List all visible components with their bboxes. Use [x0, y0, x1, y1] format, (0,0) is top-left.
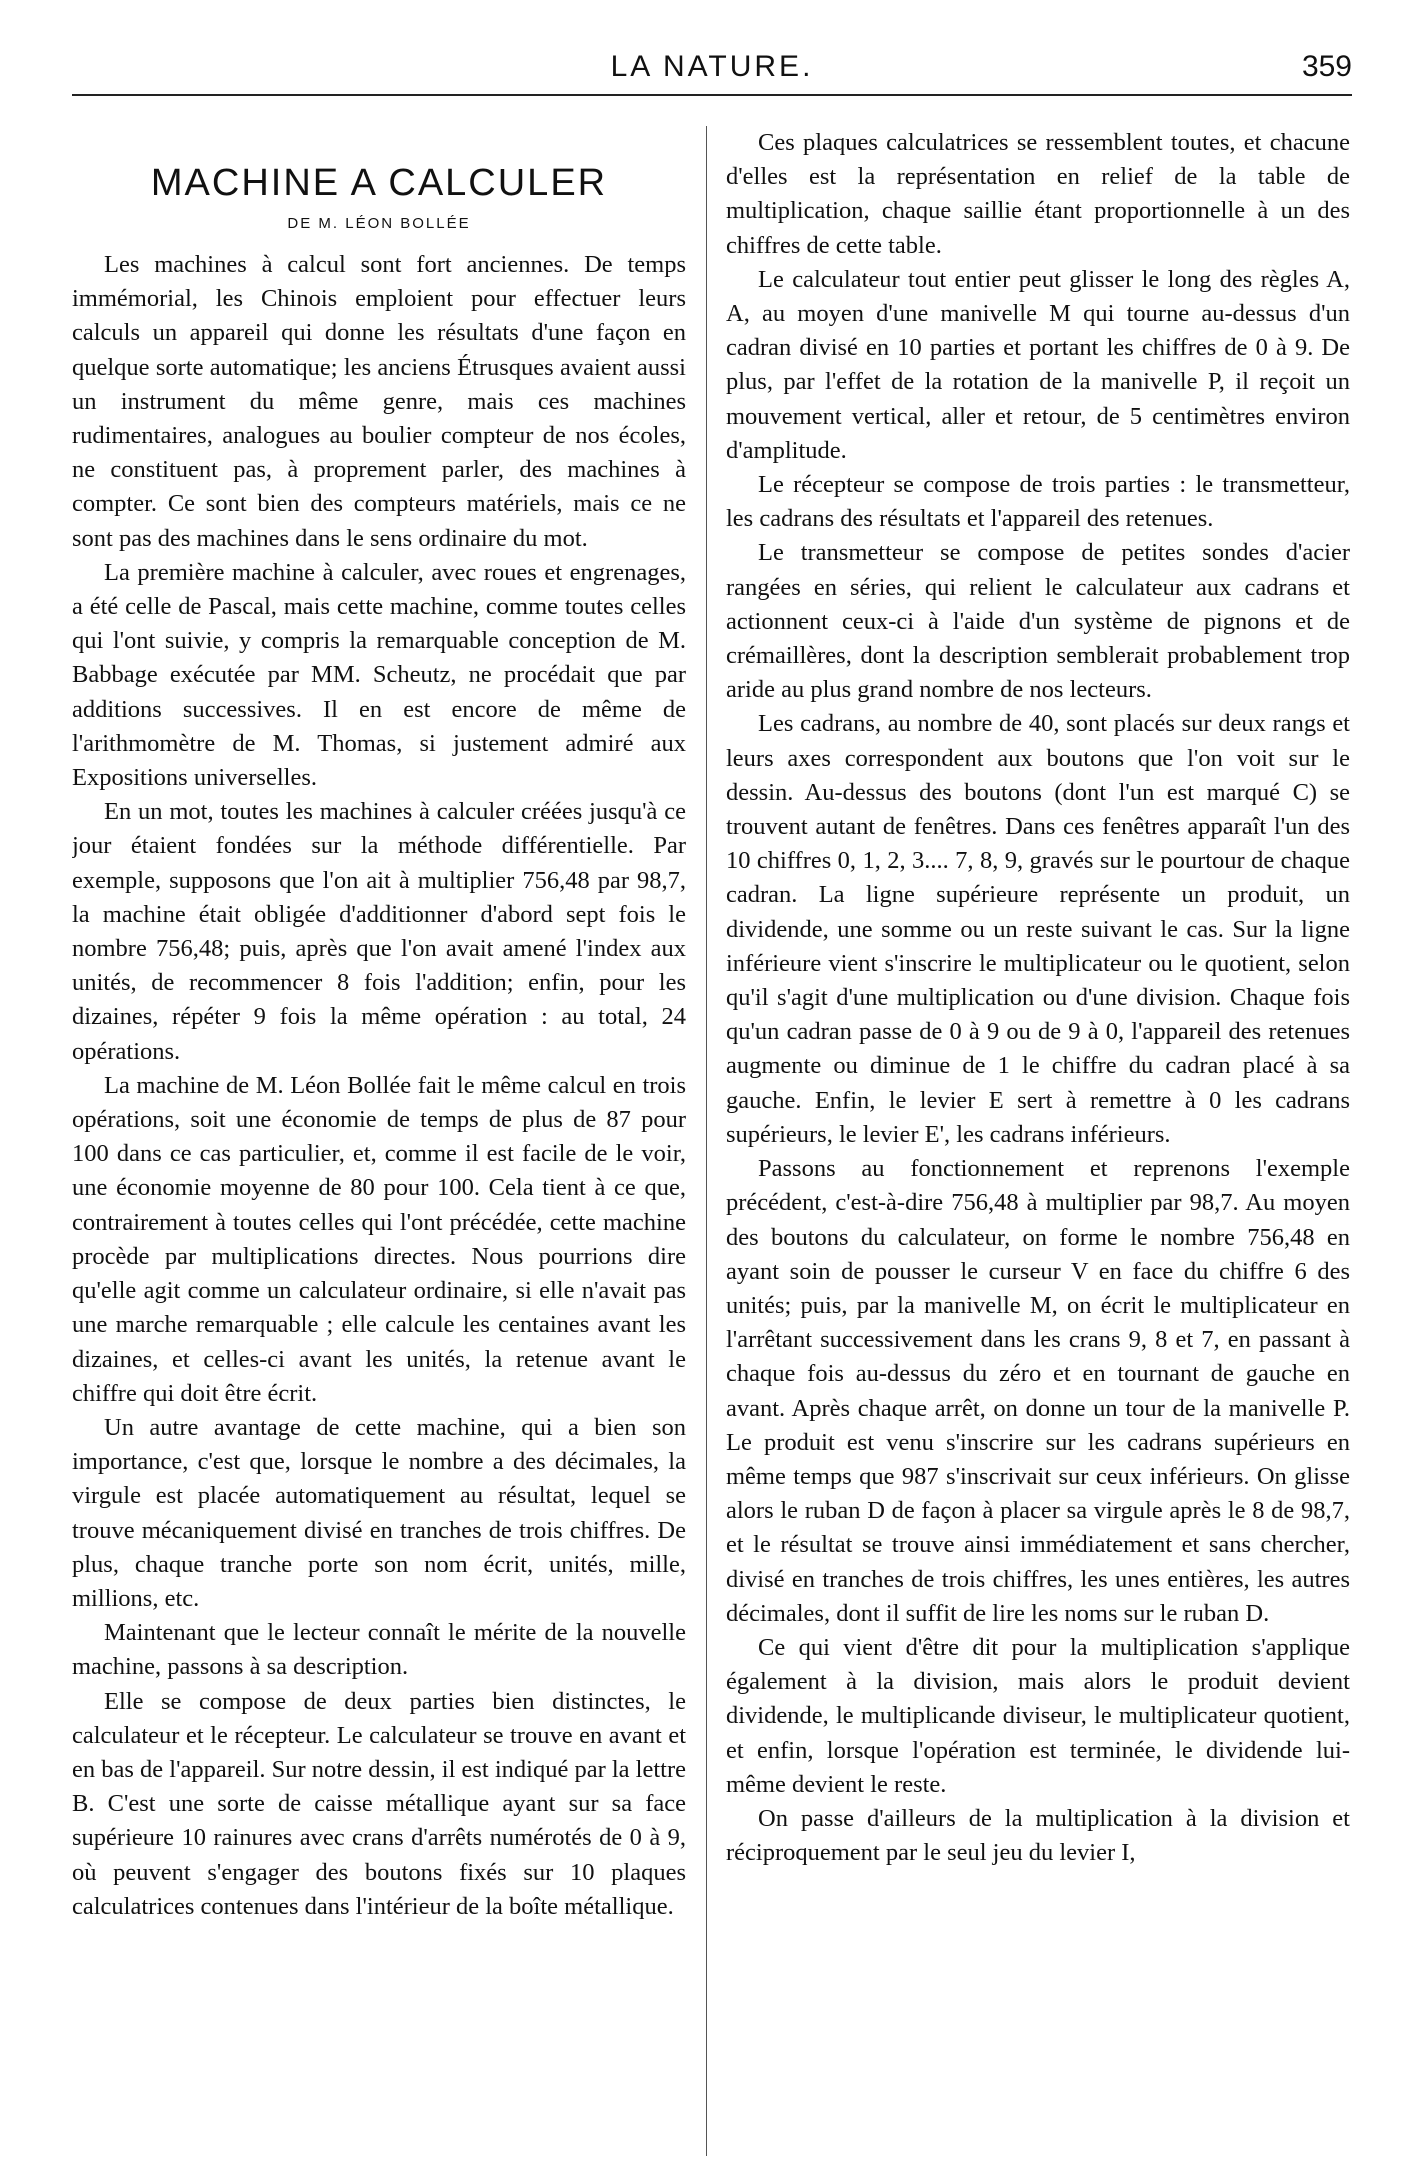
paragraph: Les machines à calcul sont fort anciennes. De temps immémorial, les Chinois emploient pour effectuer leurs calculs un appareil qui donne les résultats d'une façon en quelque sorte automatique; les anciens Étrusques avaient aussi un instrument du même genre, mais ces machines rudimentaires, analogues au boulier compteur de nos écoles, ne constituent pas, à proprement parler, des machines à compter. Ce sont bien des compteurs matériels, mais ce ne sont pas des machines dans le sens ordinaire du mot. [72, 251, 686, 552]
paragraph: Les cadrans, au nombre de 40, sont placés sur deux rangs et leurs axes correspondent aux boutons que l'on voit sur le dessin. Au-dessus des boutons (dont l'un est marqué C) se trouvent autant de fenêtres. Dans ces fenêtres apparaît l'un des 10 chiffres 0, 1, 2, 3.... 7, 8, 9, gravés sur le pourtour de chaque cadran. La ligne supérieure représente un produit, un dividende, une somme ou un reste suivant le cas. Sur la ligne inférieure vient s'inscrire le multiplicateur ou le quotient, selon qu'il s'agit d'une multiplication ou d'une division. Chaque fois qu'un cadran passe de 0 à 9 ou de 9 à 0, l'appareil des retenues augmente ou diminue de 1 le chiffre du cadran placé à sa gauche. Enfin, le levier E sert à remettre à 0 les cadrans supérieurs, le levier E', les cadrans inférieurs. [726, 710, 1350, 1148]
paragraph: On passe d'ailleurs de la multiplication à la division et réciproquement par le seul jeu du levier I, [726, 1804, 1350, 1867]
right-column [726, 126, 1350, 2162]
paragraph: En un mot, toutes les machines à calculer créées jusqu'à ce jour étaient fondées sur la méthode différentielle. Par exemple, supposons que l'on ait à multiplier 756,48 par 98,7, la machine était obligée d'additionner d'abord sept fois le nombre 756,48; puis, après que l'on avait amené l'index aux unités, de recommencer 8 fois l'addition; enfin, pour les dizaines, répéter 9 fois la même opération : au total, 24 opérations. [72, 798, 686, 1065]
left-column [72, 126, 686, 2162]
article-title: MACHINE A CALCULER [150, 162, 608, 204]
paragraph: Passons au fonctionnement et reprenons l'exemple précédent, c'est-à-dire 756,48 à multiplier par 98,7. Au moyen des boutons du calculateur, on forme le nombre 756,48 en ayant soin de pousser le curseur V en face du chiffre 6 des unités; puis, par la manivelle M, on écrit le multiplicateur en l'arrêtant successivement dans les crans 9, 8 et 7, en passant à chaque fois au-dessus du zéro et en tournant de gauche en avant. Après chaque arrêt, on donne un tour de la manivelle P. Le produit est venu s'inscrire sur les cadrans supérieurs en même temps que 987 s'inscrivait sur ceux inférieurs. On glisse alors le ruban D de façon à placer sa virgule après le 8 de 98,7, et le résultat se trouve ainsi immédiatement et sans chercher, divisé en tranches de trois chiffres, les unes entières, les autres décimales, dont il suffit de lire les noms sur le ruban D. [726, 1155, 1350, 1627]
paragraph: Elle se compose de deux parties bien distinctes, le calculateur et le récepteur. Le calculateur se trouve en avant et en bas de l'appareil. Sur notre dessin, il est indiqué par la lettre B. C'est une sorte de caisse métallique ayant sur sa face supérieure 10 rainures avec crans d'arrêts numérotés de 0 à 9, où peuvent s'engager des boutons fixés sur 10 plaques calculatrices contenues dans l'intérieur de la boîte métallique. [72, 1687, 686, 1920]
paragraph: Ce qui vient d'être dit pour la multiplication s'applique également à la division, mais alors le produit devient dividende, le multiplicande diviseur, le multiplicateur quotient, et enfin, lorsque l'opération est terminée, le dividende lui-même devient le reste. [726, 1633, 1350, 1798]
paragraph: Le calculateur tout entier peut glisser le long des règles A, A, au moyen d'une manivelle M qui tourne au-dessus d'un cadran divisé en 10 parties et portant les chiffres de 0 à 9. De plus, par l'effet de la rotation de la manivelle P, il reçoit un mouvement vertical, aller et retour, de 5 centimètres environ d'amplitude. [726, 265, 1350, 464]
page-number: 359 [1301, 50, 1352, 83]
running-head [72, 44, 1352, 96]
paragraph: La machine de M. Léon Bollée fait le même calcul en trois opérations, soit une économie de temps de plus de 87 pour 100 dans ce cas particulier, et, comme il est facile de le voir, une économie moyenne de 80 pour 100. Cela tient à ce que, contrairement à toutes celles qui l'ont précédée, cette machine procède par multiplications directes. Nous pourrions dire qu'elle agit comme un calculateur ordinaire, si elle n'avait pas une marche remarquable ; elle calcule les centaines avant les dizaines, et celles-ci avant les unités, la retenue avant le chiffre qui doit être écrit. [72, 1071, 686, 1407]
paragraph: Ces plaques calculatrices se ressemblent toutes, et chacune d'elles est la représentation en relief de la table de multiplication, chaque saillie étant proportionnelle à un des chiffres de cette table. [726, 129, 1350, 259]
article-byline: DE M. LÉON BOLLÉE [287, 215, 471, 232]
paragraph: La première machine à calculer, avec roues et engrenages, a été celle de Pascal, mais cette machine, comme toutes celles qui l'ont suivie, y compris la remarquable conception de M. Babbage exécutée par MM. Scheutz, ne procédait que par additions successives. Il en est encore de même de l'arithmomètre de M. Thomas, si justement admiré aux Expositions universelles. [72, 558, 686, 792]
running-title: LA NATURE. [610, 50, 814, 83]
paragraph: Un autre avantage de cette machine, qui a bien son importance, c'est que, lorsque le nombre a des décimales, la virgule est placée automatiquement au résultat, lequel se trouve mécaniquement divisé en tranches de trois chiffres. De plus, chaque tranche porte son nom écrit, unités, mille, millions, etc. [72, 1413, 686, 1612]
paragraph: Maintenant que le lecteur connaît le mérite de la nouvelle machine, passons à sa description. [72, 1619, 686, 1681]
column-divider [706, 126, 707, 2156]
paragraph: Le récepteur se compose de trois parties : le transmetteur, les cadrans des résultats et l'appareil des retenues. [726, 471, 1350, 533]
paragraph: Le transmetteur se compose de petites sondes d'acier rangées en séries, qui relient le calculateur aux cadrans et actionnent ceux-ci à l'aide d'un système de pignons et de crémaillères, dont la description semblerait probablement trop aride au plus grand nombre de nos lecteurs. [726, 539, 1350, 704]
